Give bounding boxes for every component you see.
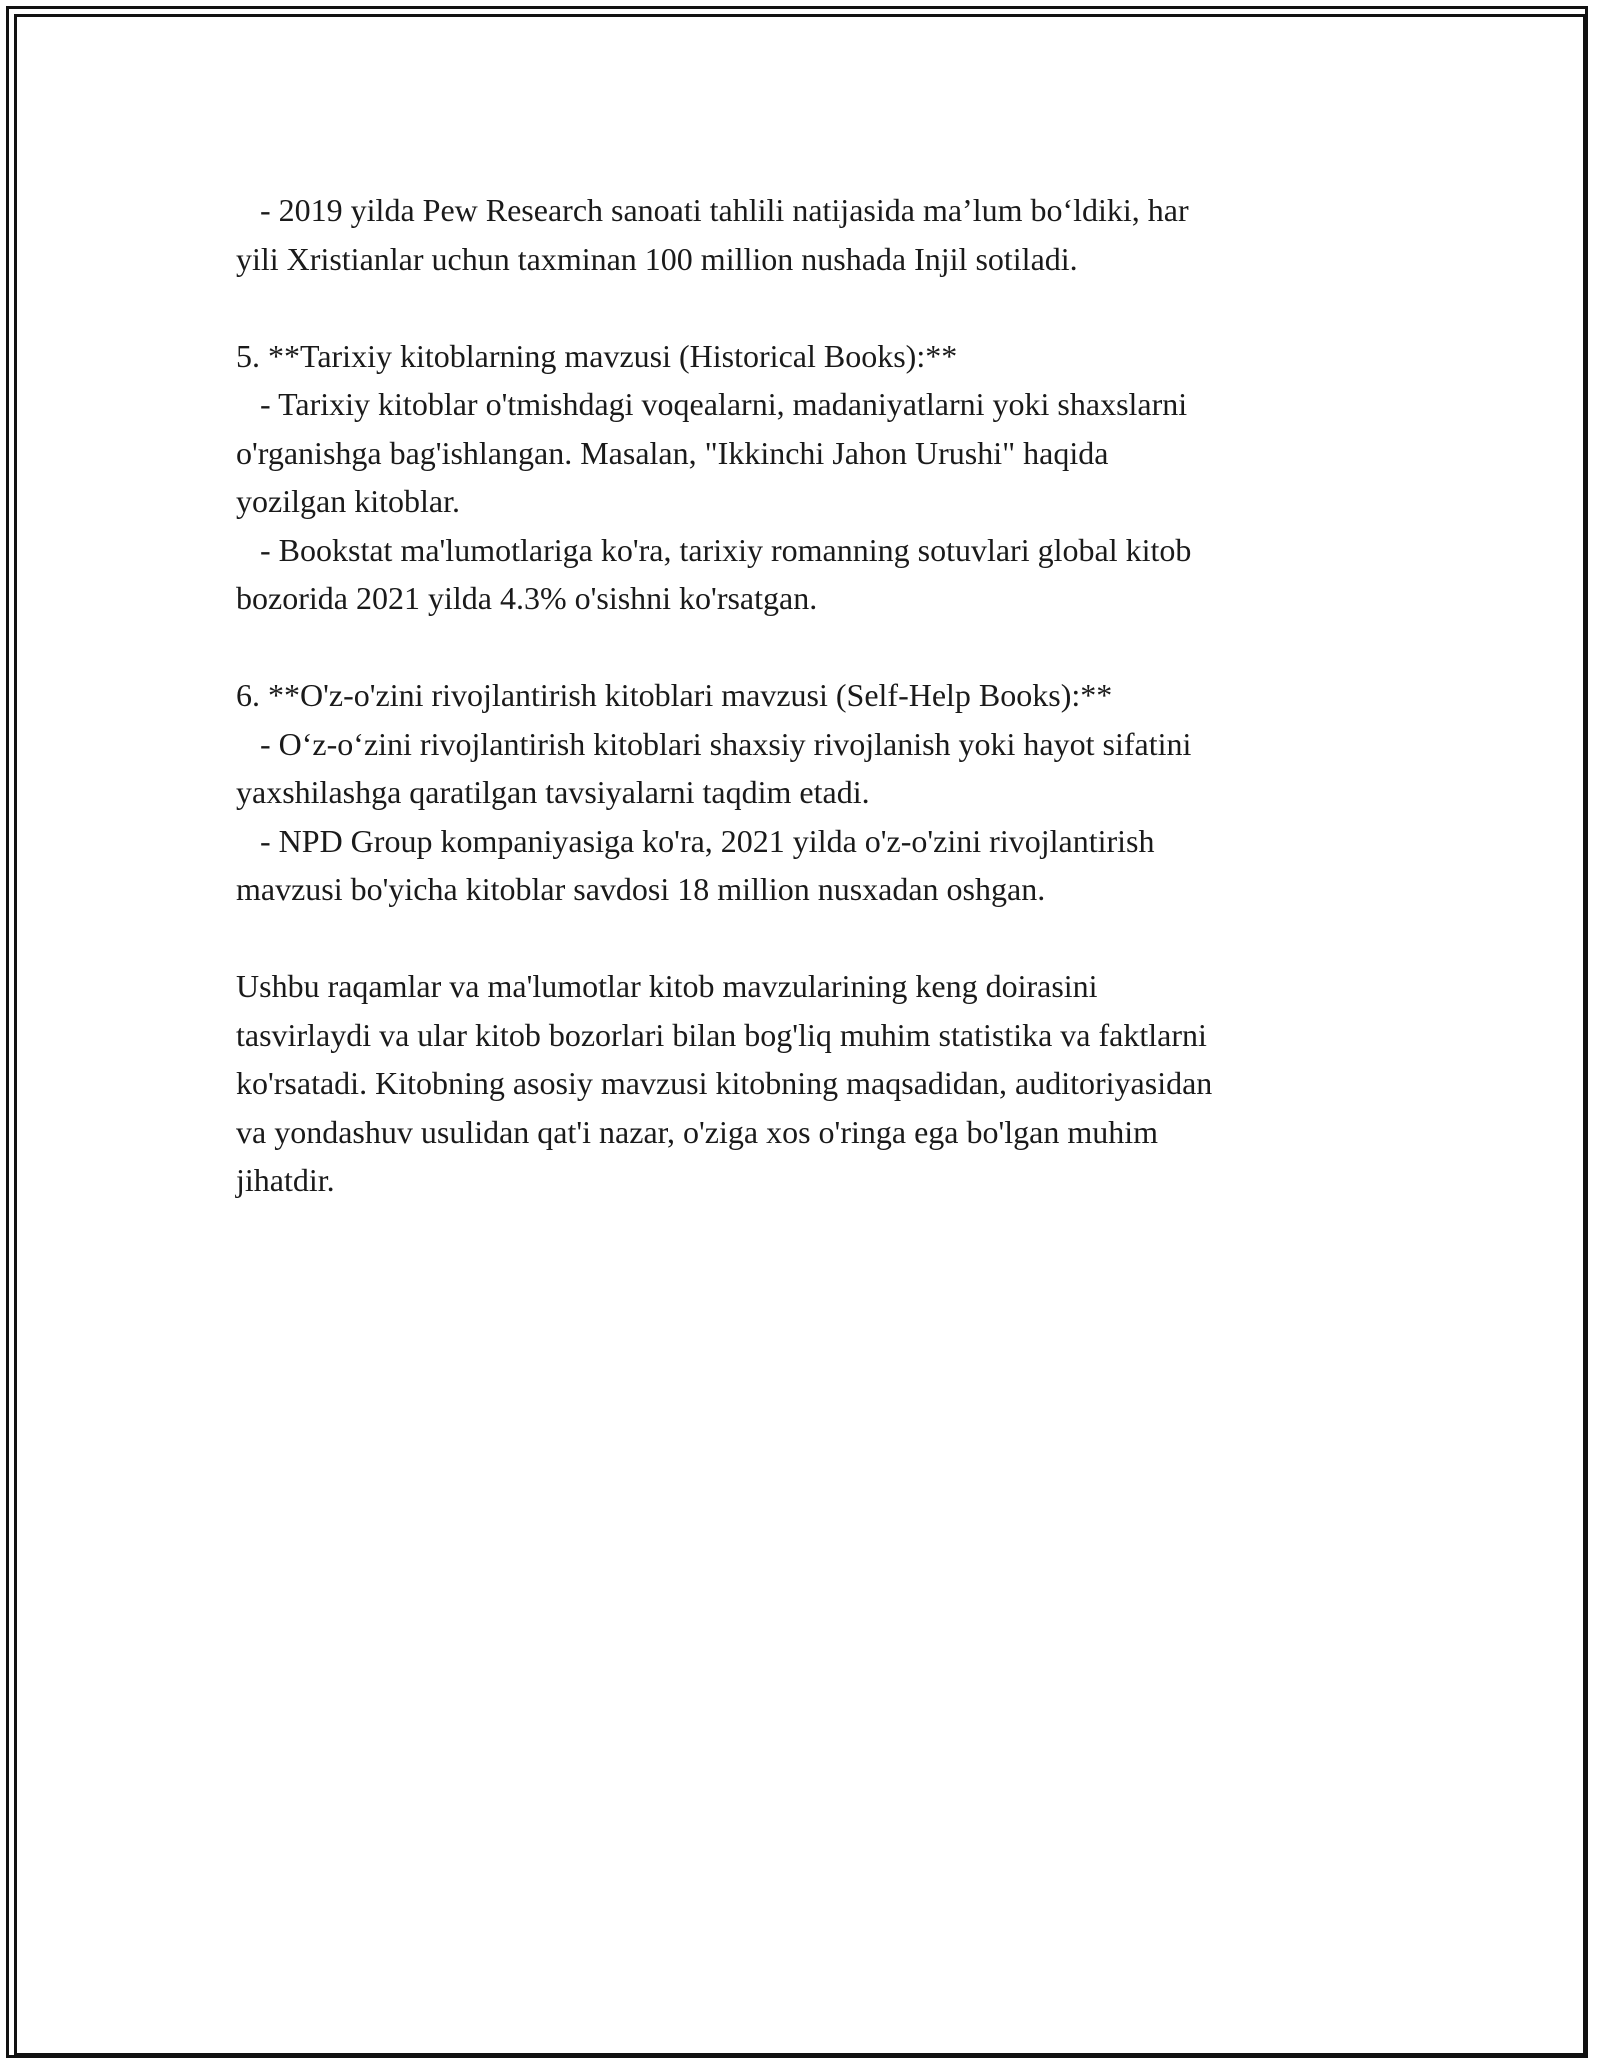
section-heading: 5. **Tarixiy kitoblarning mavzusi (Historical Books):** [236,337,958,374]
historical-books-section [236,332,1376,623]
section-heading: 6. **O'z-o'zini rivojlantirish kitoblari mavzusi (Self-Help Books):** [236,677,1113,713]
text-line: bozorida 2021 yilda 4.3% o'sishni ko'rsatgan. [236,580,818,616]
text-line: va yondashuv usulidan qat'i nazar, o'ziga xos o'ringa ega bo'lgan muhim [236,1113,1158,1150]
conclusion-paragraph [236,962,1376,1205]
text-line: tasvirlaydi va ular kitob bozorlari bilan bog'liq muhim statistika va faktlarni [236,1016,1207,1053]
paragraph-gap [236,914,1376,963]
text-line: - 2019 yilda Pew Research sanoati tahlili natijasida ma’lum bo‘ldiki, har [236,192,1189,228]
self-help-section [236,671,1376,914]
text-line: mavzusi bo'yicha kitoblar savdosi 18 million nusxadan oshgan. [236,871,1046,907]
text-line: - Tarixiy kitoblar o'tmishdagi voqealarni, madaniyatlarni yoki shaxslarni [236,386,1188,422]
document-body [236,186,1376,1205]
text-line: o'rganishga bag'ishlangan. Masalan, "Ikkinchi Jahon Urushi" haqida [236,434,1109,471]
text-line: yili Xristianlar uchun taxminan 100 million nushada Injil sotiladi. [236,240,1078,277]
text-line: - Bookstat ma'lumotlariga ko'ra, tarixiy romanning sotuvlari global kitob [236,531,1192,568]
text-line: jihatdir. [236,1162,335,1198]
paragraph-gap [236,283,1376,332]
bible-sales-item [236,186,1376,283]
text-line: yozilgan kitoblar. [236,483,460,519]
text-line: - NPD Group kompaniyasiga ko'ra, 2021 yilda o'z-o'zini rivojlantirish [236,822,1155,859]
text-line: - O‘z-o‘zini rivojlantirish kitoblari shaxsiy rivojlanish yoki hayot sifatini [236,725,1192,762]
text-line: Ushbu raqamlar va ma'lumotlar kitob mavzularining keng doirasini [236,968,1098,1004]
paragraph-gap [236,623,1376,672]
text-line: ko'rsatadi. Kitobning asosiy mavzusi kitobning maqsadidan, auditoriyasidan [236,1065,1213,1101]
text-line: yaxshilashga qaratilgan tavsiyalarni taqdim etadi. [236,774,870,810]
